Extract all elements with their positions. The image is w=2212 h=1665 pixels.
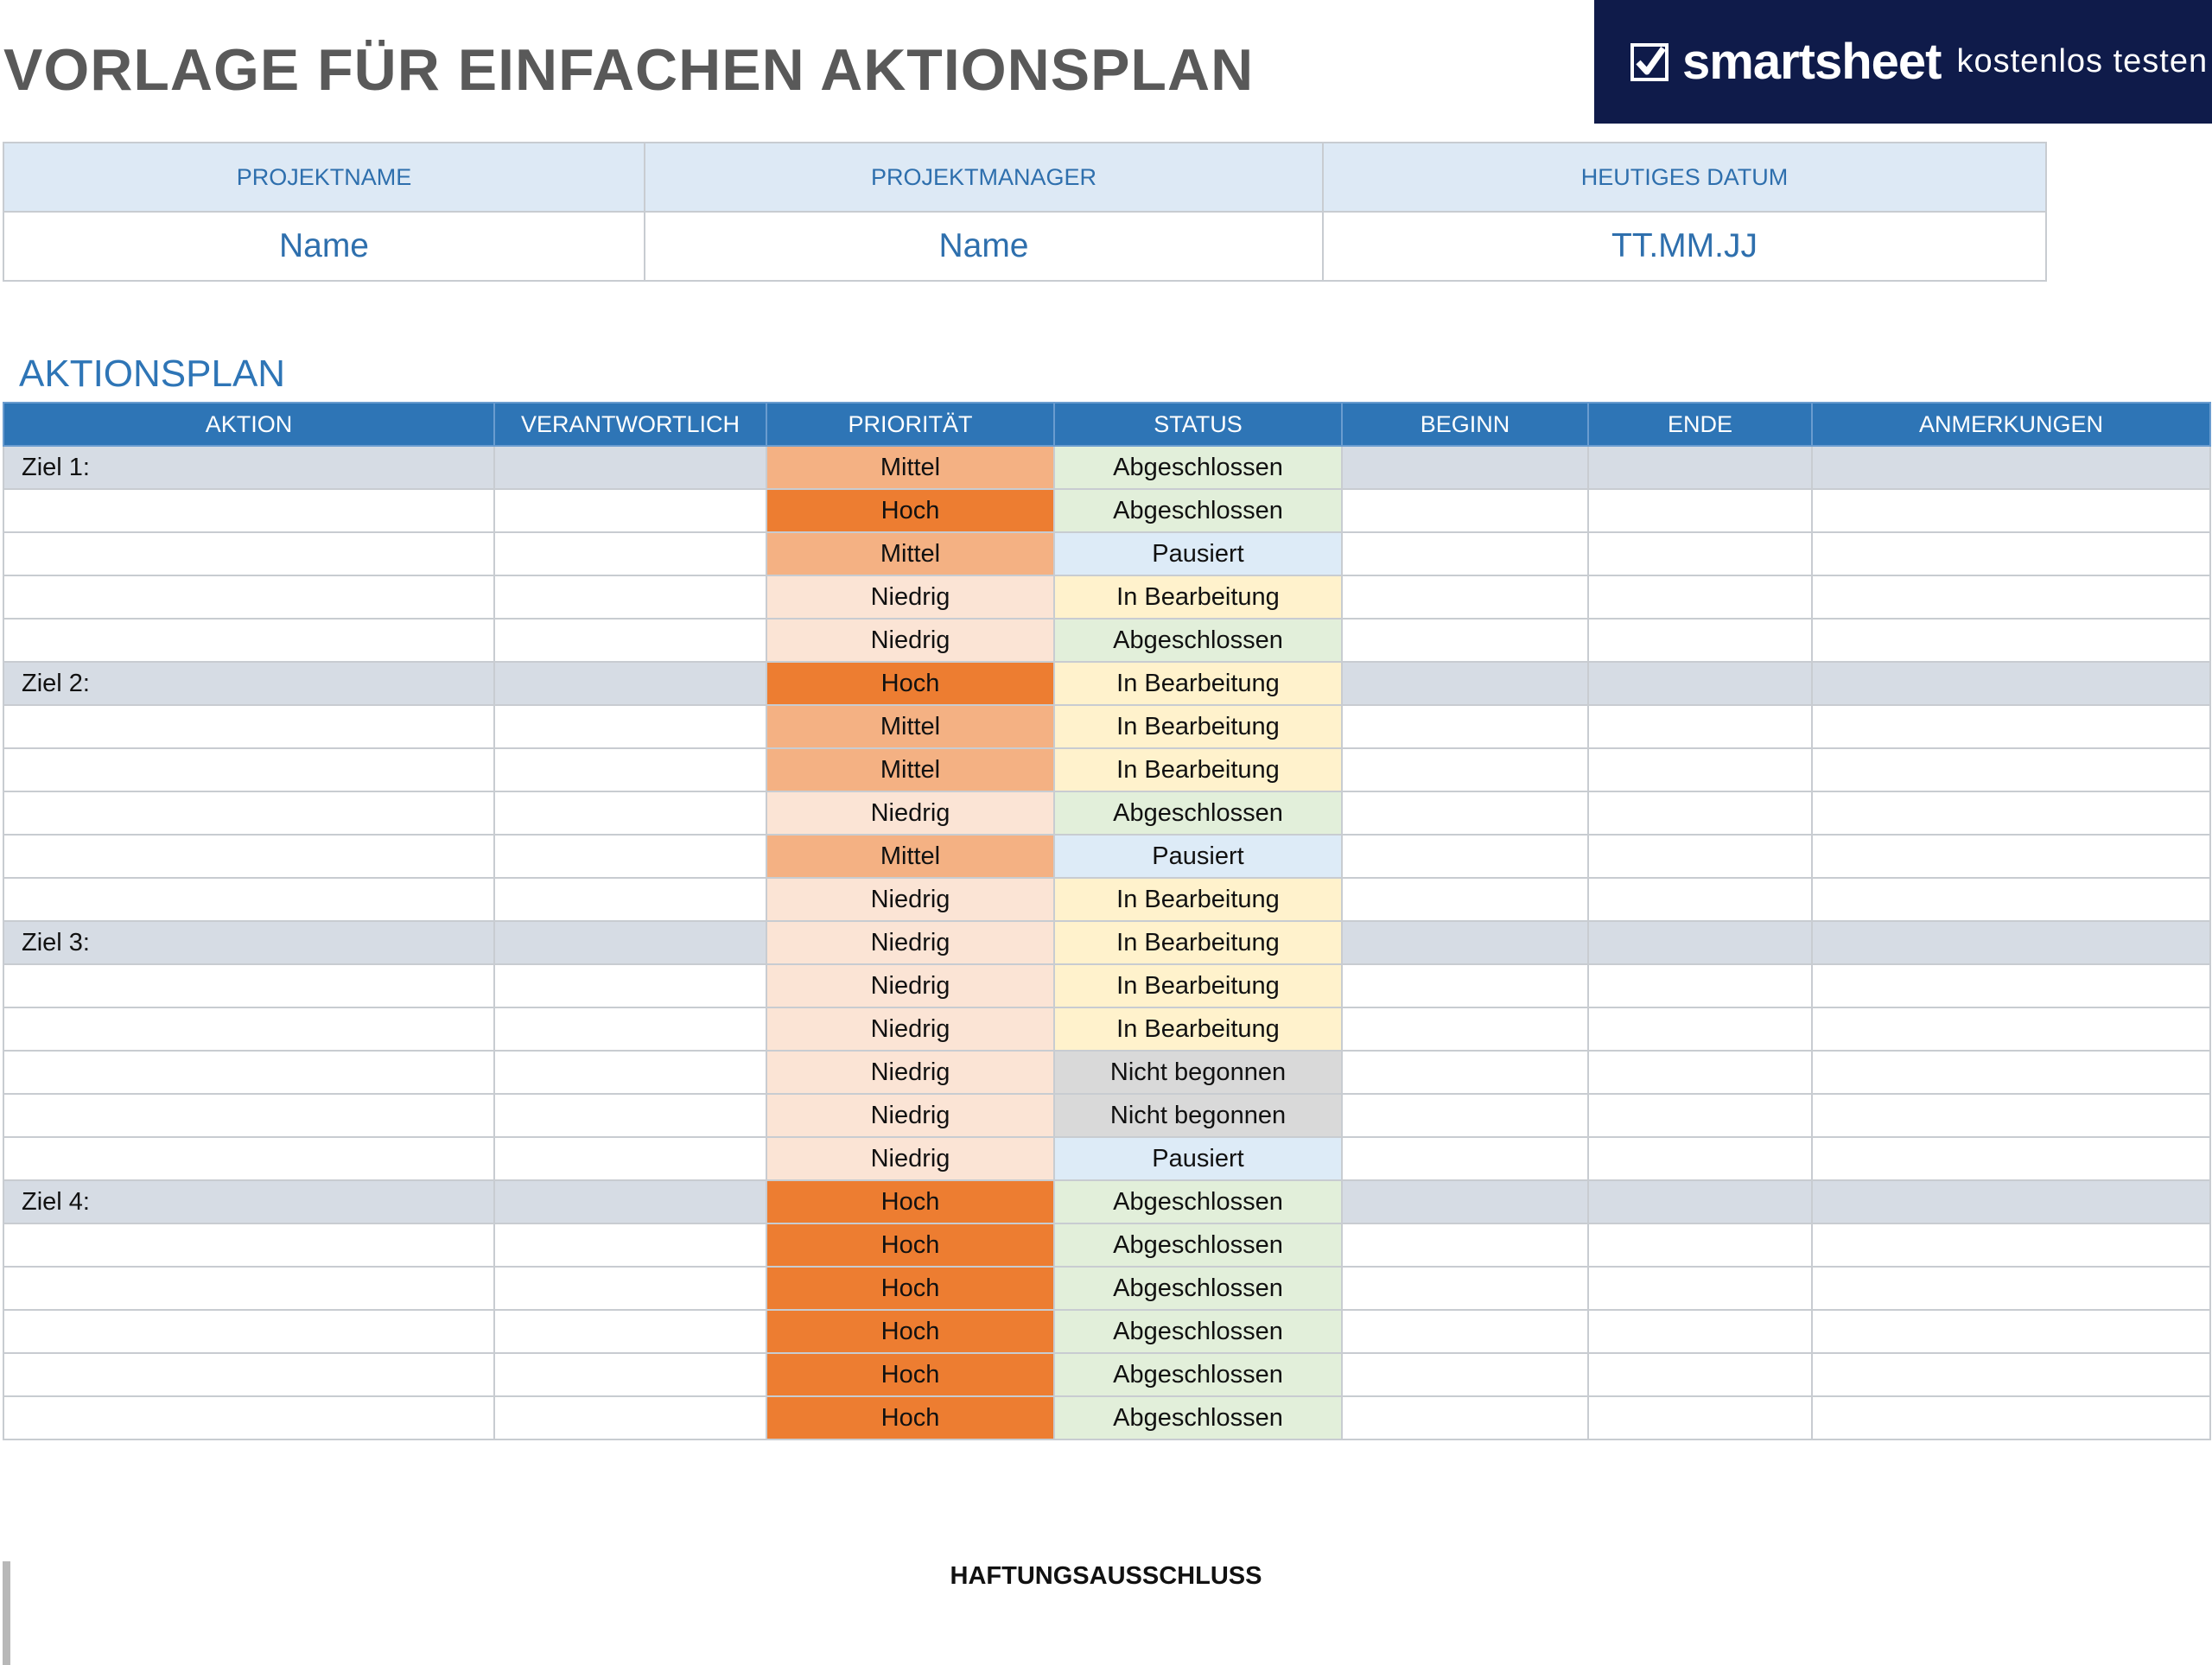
priority-cell[interactable]: Hoch: [766, 1353, 1054, 1396]
notes-cell[interactable]: [1812, 1310, 2210, 1353]
start-cell[interactable]: [1342, 705, 1588, 748]
end-cell[interactable]: [1588, 446, 1812, 489]
priority-cell[interactable]: Hoch: [766, 489, 1054, 532]
responsible-cell[interactable]: [494, 878, 766, 921]
start-cell[interactable]: [1342, 619, 1588, 662]
responsible-cell[interactable]: [494, 1137, 766, 1180]
start-cell[interactable]: [1342, 1180, 1588, 1223]
start-cell[interactable]: [1342, 878, 1588, 921]
col-start-header: BEGINN: [1342, 403, 1588, 446]
notes-cell[interactable]: [1812, 791, 2210, 835]
project-name-header: PROJEKTNAME: [3, 143, 645, 212]
action-cell[interactable]: Ziel 4:: [3, 1180, 494, 1223]
table-row: [3, 964, 2210, 1007]
priority-cell[interactable]: Niedrig: [766, 619, 1054, 662]
end-cell[interactable]: [1588, 575, 1812, 619]
notes-cell[interactable]: [1812, 921, 2210, 964]
status-cell[interactable]: In Bearbeitung: [1054, 575, 1342, 619]
status-cell[interactable]: In Bearbeitung: [1054, 1007, 1342, 1051]
responsible-cell[interactable]: [494, 921, 766, 964]
responsible-cell[interactable]: [494, 1267, 766, 1310]
responsible-cell[interactable]: [494, 964, 766, 1007]
priority-cell[interactable]: Hoch: [766, 1396, 1054, 1439]
notes-cell[interactable]: [1812, 1223, 2210, 1267]
end-cell[interactable]: [1588, 1137, 1812, 1180]
responsible-cell[interactable]: [494, 619, 766, 662]
status-cell[interactable]: In Bearbeitung: [1054, 705, 1342, 748]
project-manager-header: PROJEKTMANAGER: [645, 143, 1323, 212]
start-cell[interactable]: [1342, 1353, 1588, 1396]
action-cell[interactable]: [3, 1223, 494, 1267]
date-header: HEUTIGES DATUM: [1323, 143, 2046, 212]
priority-cell[interactable]: Hoch: [766, 662, 1054, 705]
responsible-cell[interactable]: [494, 705, 766, 748]
responsible-cell[interactable]: [494, 1051, 766, 1094]
start-cell[interactable]: [1342, 532, 1588, 575]
table-row: [3, 791, 2210, 835]
priority-cell[interactable]: Niedrig: [766, 1094, 1054, 1137]
action-cell[interactable]: [3, 748, 494, 791]
table-row: [3, 1310, 2210, 1353]
responsible-cell[interactable]: [494, 791, 766, 835]
notes-cell[interactable]: [1812, 835, 2210, 878]
responsible-cell[interactable]: [494, 1396, 766, 1439]
checkbox-check-icon: [1630, 43, 1669, 81]
priority-cell[interactable]: Niedrig: [766, 921, 1054, 964]
priority-cell[interactable]: Mittel: [766, 748, 1054, 791]
status-cell[interactable]: Pausiert: [1054, 1137, 1342, 1180]
notes-cell[interactable]: [1812, 878, 2210, 921]
action-cell[interactable]: [3, 878, 494, 921]
action-cell[interactable]: [3, 835, 494, 878]
start-cell[interactable]: [1342, 575, 1588, 619]
responsible-cell[interactable]: [494, 662, 766, 705]
col-responsible-header: VERANTWORTLICH: [494, 403, 766, 446]
date-field[interactable]: TT.MM.JJ: [1323, 212, 2046, 281]
notes-cell[interactable]: [1812, 1267, 2210, 1310]
priority-cell[interactable]: Mittel: [766, 446, 1054, 489]
action-cell[interactable]: [3, 1353, 494, 1396]
start-cell[interactable]: [1342, 1396, 1588, 1439]
table-row: [3, 1353, 2210, 1396]
status-cell[interactable]: In Bearbeitung: [1054, 662, 1342, 705]
goal-row: [3, 921, 2210, 964]
end-cell[interactable]: [1588, 921, 1812, 964]
table-row: [3, 1223, 2210, 1267]
action-cell[interactable]: [3, 1007, 494, 1051]
responsible-cell[interactable]: [494, 575, 766, 619]
status-cell[interactable]: Abgeschlossen: [1054, 446, 1342, 489]
notes-cell[interactable]: [1812, 575, 2210, 619]
start-cell[interactable]: [1342, 1007, 1588, 1051]
goal-row: [3, 1180, 2210, 1223]
notes-cell[interactable]: [1812, 619, 2210, 662]
end-cell[interactable]: [1588, 748, 1812, 791]
status-cell[interactable]: Nicht begonnen: [1054, 1051, 1342, 1094]
responsible-cell[interactable]: [494, 532, 766, 575]
action-cell[interactable]: [3, 964, 494, 1007]
notes-cell[interactable]: [1812, 446, 2210, 489]
status-cell[interactable]: Abgeschlossen: [1054, 1396, 1342, 1439]
end-cell[interactable]: [1588, 532, 1812, 575]
action-cell[interactable]: [3, 1396, 494, 1439]
start-cell[interactable]: [1342, 446, 1588, 489]
status-cell[interactable]: Abgeschlossen: [1054, 791, 1342, 835]
start-cell[interactable]: [1342, 489, 1588, 532]
action-cell[interactable]: [3, 489, 494, 532]
end-cell[interactable]: [1588, 791, 1812, 835]
responsible-cell[interactable]: [494, 489, 766, 532]
action-cell[interactable]: [3, 619, 494, 662]
priority-cell[interactable]: Niedrig: [766, 878, 1054, 921]
project-name-field[interactable]: Name: [3, 212, 645, 281]
table-row: [3, 619, 2210, 662]
table-row: [3, 705, 2210, 748]
priority-cell[interactable]: Niedrig: [766, 1051, 1054, 1094]
status-cell[interactable]: Abgeschlossen: [1054, 1310, 1342, 1353]
table-row: [3, 878, 2210, 921]
start-cell[interactable]: [1342, 835, 1588, 878]
table-row: [3, 575, 2210, 619]
notes-cell[interactable]: [1812, 1180, 2210, 1223]
col-priority-header: PRIORITÄT: [766, 403, 1054, 446]
action-plan-table: [3, 402, 2211, 1440]
status-cell[interactable]: Abgeschlossen: [1054, 1267, 1342, 1310]
end-cell[interactable]: [1588, 1353, 1812, 1396]
responsible-cell[interactable]: [494, 1223, 766, 1267]
notes-cell[interactable]: [1812, 1007, 2210, 1051]
goal-row: [3, 662, 2210, 705]
action-cell[interactable]: Ziel 1:: [3, 446, 494, 489]
responsible-cell[interactable]: [494, 1310, 766, 1353]
end-cell[interactable]: [1588, 489, 1812, 532]
end-cell[interactable]: [1588, 1051, 1812, 1094]
action-cell[interactable]: [3, 1051, 494, 1094]
priority-cell[interactable]: Hoch: [766, 1310, 1054, 1353]
notes-cell[interactable]: [1812, 532, 2210, 575]
table-row: [3, 1267, 2210, 1310]
responsible-cell[interactable]: [494, 1094, 766, 1137]
priority-cell[interactable]: Niedrig: [766, 964, 1054, 1007]
action-cell[interactable]: [3, 532, 494, 575]
col-notes-header: ANMERKUNGEN: [1812, 403, 2210, 446]
disclaimer-heading: HAFTUNGSAUSSCHLUSS: [950, 1562, 1262, 1590]
table-row: [3, 748, 2210, 791]
end-cell[interactable]: [1588, 964, 1812, 1007]
action-cell[interactable]: Ziel 2:: [3, 662, 494, 705]
status-cell[interactable]: Abgeschlossen: [1054, 1223, 1342, 1267]
brand-cta: kostenlos testen: [1956, 43, 2209, 79]
end-cell[interactable]: [1588, 1094, 1812, 1137]
end-cell[interactable]: [1588, 705, 1812, 748]
end-cell[interactable]: [1588, 878, 1812, 921]
end-cell[interactable]: [1588, 1310, 1812, 1353]
end-cell[interactable]: [1588, 1396, 1812, 1439]
end-cell[interactable]: [1588, 1223, 1812, 1267]
start-cell[interactable]: [1342, 791, 1588, 835]
table-row: [3, 532, 2210, 575]
notes-cell[interactable]: [1812, 1353, 2210, 1396]
end-cell[interactable]: [1588, 1267, 1812, 1310]
start-cell[interactable]: [1342, 662, 1588, 705]
project-manager-field[interactable]: Name: [645, 212, 1323, 281]
end-cell[interactable]: [1588, 1007, 1812, 1051]
status-cell[interactable]: Abgeschlossen: [1054, 619, 1342, 662]
status-cell[interactable]: In Bearbeitung: [1054, 878, 1342, 921]
notes-cell[interactable]: [1812, 748, 2210, 791]
notes-cell[interactable]: [1812, 489, 2210, 532]
start-cell[interactable]: [1342, 921, 1588, 964]
col-end-header: ENDE: [1588, 403, 1812, 446]
priority-cell[interactable]: Mittel: [766, 835, 1054, 878]
table-row: [3, 1094, 2210, 1137]
priority-cell[interactable]: Niedrig: [766, 791, 1054, 835]
status-cell[interactable]: Nicht begonnen: [1054, 1094, 1342, 1137]
table-row: [3, 1396, 2210, 1439]
project-info-table: [3, 142, 2047, 282]
section-title: AKTIONSPLAN: [19, 353, 286, 395]
start-cell[interactable]: [1342, 1310, 1588, 1353]
notes-cell[interactable]: [1812, 1051, 2210, 1094]
priority-cell[interactable]: Hoch: [766, 1180, 1054, 1223]
status-cell[interactable]: In Bearbeitung: [1054, 921, 1342, 964]
notes-cell[interactable]: [1812, 705, 2210, 748]
priority-cell[interactable]: Mittel: [766, 705, 1054, 748]
col-action-header: AKTION: [3, 403, 494, 446]
responsible-cell[interactable]: [494, 1353, 766, 1396]
priority-cell[interactable]: Hoch: [766, 1267, 1054, 1310]
start-cell[interactable]: [1342, 1137, 1588, 1180]
start-cell[interactable]: [1342, 748, 1588, 791]
status-cell[interactable]: Pausiert: [1054, 835, 1342, 878]
status-cell[interactable]: Abgeschlossen: [1054, 1353, 1342, 1396]
responsible-cell[interactable]: [494, 748, 766, 791]
end-cell[interactable]: [1588, 662, 1812, 705]
end-cell[interactable]: [1588, 835, 1812, 878]
responsible-cell[interactable]: [494, 835, 766, 878]
end-cell[interactable]: [1588, 1180, 1812, 1223]
priority-cell[interactable]: Niedrig: [766, 575, 1054, 619]
action-cell[interactable]: [3, 705, 494, 748]
table-row: [3, 1137, 2210, 1180]
brand-name: smartsheet: [1682, 34, 1942, 90]
table-row: [3, 1051, 2210, 1094]
action-cell[interactable]: [3, 1267, 494, 1310]
responsible-cell[interactable]: [494, 446, 766, 489]
start-cell[interactable]: [1342, 1094, 1588, 1137]
start-cell[interactable]: [1342, 964, 1588, 1007]
action-cell[interactable]: [3, 575, 494, 619]
priority-cell[interactable]: Mittel: [766, 532, 1054, 575]
page-title: VORLAGE FÜR EINFACHEN AKTIONSPLAN: [3, 37, 1255, 103]
table-row: [3, 489, 2210, 532]
status-cell[interactable]: Abgeschlossen: [1054, 489, 1342, 532]
table-row: [3, 835, 2210, 878]
status-cell[interactable]: In Bearbeitung: [1054, 748, 1342, 791]
responsible-cell[interactable]: [494, 1180, 766, 1223]
start-cell[interactable]: [1342, 1267, 1588, 1310]
start-cell[interactable]: [1342, 1051, 1588, 1094]
notes-cell[interactable]: [1812, 1137, 2210, 1180]
priority-cell[interactable]: Niedrig: [766, 1137, 1054, 1180]
end-cell[interactable]: [1588, 619, 1812, 662]
status-cell[interactable]: Pausiert: [1054, 532, 1342, 575]
smartsheet-banner[interactable]: [1594, 0, 2212, 124]
responsible-cell[interactable]: [494, 1007, 766, 1051]
action-cell[interactable]: Ziel 3:: [3, 921, 494, 964]
action-cell[interactable]: [3, 1094, 494, 1137]
priority-cell[interactable]: Hoch: [766, 1223, 1054, 1267]
start-cell[interactable]: [1342, 1223, 1588, 1267]
action-cell[interactable]: [3, 1137, 494, 1180]
col-status-header: STATUS: [1054, 403, 1342, 446]
priority-cell[interactable]: Niedrig: [766, 1007, 1054, 1051]
status-cell[interactable]: Abgeschlossen: [1054, 1180, 1342, 1223]
notes-cell[interactable]: [1812, 964, 2210, 1007]
action-cell[interactable]: [3, 791, 494, 835]
notes-cell[interactable]: [1812, 1396, 2210, 1439]
table-row: [3, 1007, 2210, 1051]
action-cell[interactable]: [3, 1310, 494, 1353]
notes-cell[interactable]: [1812, 1094, 2210, 1137]
goal-row: [3, 446, 2210, 489]
notes-cell[interactable]: [1812, 662, 2210, 705]
status-cell[interactable]: In Bearbeitung: [1054, 964, 1342, 1007]
